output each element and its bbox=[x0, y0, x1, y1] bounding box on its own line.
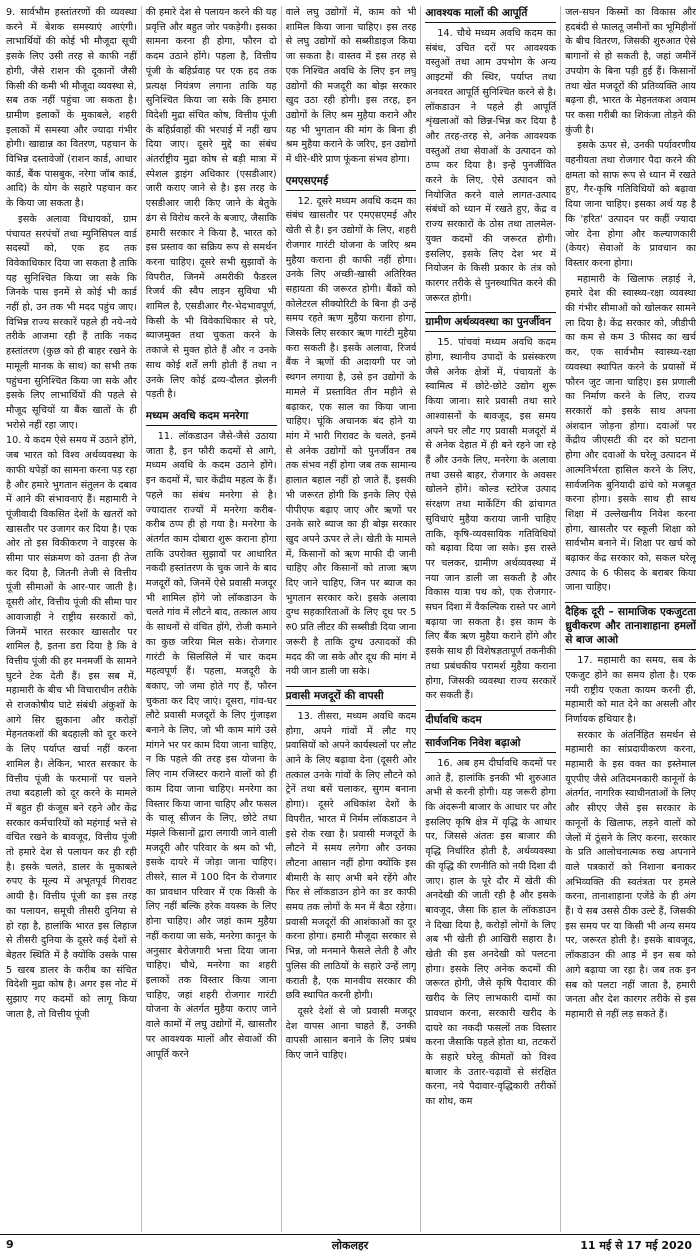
section-heading: एमएसएमई bbox=[286, 174, 417, 191]
column-2 bbox=[146, 6, 277, 1232]
article-columns bbox=[6, 6, 696, 1232]
paragraph: वाले लघु उद्योगों में, काम को भी शामिल किया जाना चाहिए। इस तरह से लघु उद्योगों को सब्सीडाइज किया जा सकता है। वास्तव में इस तरह से एक निश्चित अवधि के लिए इन लघु उद्योगों की मजदूरी का बोझ सरकार खुद उठा रही होगी। इस तरह, इन उद्योगों के लिए श्रम मुहैया कराने और यह भी भुगतान की मांग के बिना ही श्रम मुहैया कराने के जरिए, इन उद्योगों में धीरे-धीरे प्राण फूंकना संभव होगा। bbox=[285, 7, 417, 166]
section-heading: ग्रामीण अर्थव्यवस्था का पुनर्जीवन bbox=[425, 312, 556, 332]
section-heading: आवश्यक मालों की आपूर्ति bbox=[425, 6, 556, 23]
page-footer bbox=[0, 1234, 700, 1255]
section-subheading: सार्वजनिक निवेश बढ़ाओ bbox=[425, 736, 556, 753]
paragraph: 10. ये कदम ऐसे समय में उठाने होंगे, जब भारत को विश्व अर्थव्यवस्था के काफी थपेड़ों का सामना करना पड़ रहा है और हमारे भुगतान संतुलन के दबाव में आने की संभावनाएं हैं। महामारी ने पूंजीवादी विकसित देशों के खतरों को खासतौर पर उजागर कर दिया है। एक ओर तो इस विकीकरण ने वाइरस के सीमा पार संक्रमण को उतना ही तेज कर दिया है, जितनी तेजी से वित्तीय पूंजी सीमाओं के आर-पार जाती है। दूसरी ओर, वित्तीय पूंजी की सीमा पार आवाजाही ने राष्ट्रीय सरकारों को, जिनमें भारत सरकार खासतौर पर शामिल है, इतना डरा दिया है कि वे वित्तीय पूंजी की हर मनमर्जी के सामने घुटने टेक देती हैं। इस सब में, महामारी के बीच भी विचाराधीन तरीके से राजकोषीय घाटे संबंधी अंकुशों के आगे सिर झुकाना और करोड़ों मेहनतकशों की बदहाली को दूर करने के लिए पर्याप्त खर्चा नहीं करना शामिल है। लेकिन, भारत सरकार के वित्तीय पूंजी के फरमानों पर चलने तथा बदहाली को दूर करने के मामले में बहुत ही कंजूस बने रहने और केंद्र सरकार कर्मचारियों को महंगाई भत्ते से वंचित रखने के बावजूद, वित्तीय पूंजी तो हमारे देश से पलायन कर ही रही है। इसके चलते, डालर के मुकाबले रुपए के मूल्य में अभूतपूर्व गिरावट आयी है। वित्तीय पूंजी का इस तरह का पलायन, समूची तीसरी दुनिया से हो रहा है, हालांकि भारत इस लिहाज से तीसरी दुनिया के दूसरे कई देशों से बेहतर स्थिति में है क्योंकि उसके पास 5 खरब डालर के करीब का संचित विदेशी मुद्रा कोष है। अगर इस नोट में सुझाए गए कदमों को लागू किया जाता है, तो वित्तीय पूंजी bbox=[6, 435, 137, 1020]
paragraph: दूसरे देशों से जो प्रवासी मजदूर देश वापस आना चाहते हैं, उनकी वापसी आसान बनाने के लिए प्रबंध किए जाने चाहिए। bbox=[285, 1006, 417, 1062]
issue-date: 11 मई से 17 मई 2020 bbox=[580, 1239, 692, 1252]
section-heading: प्रवासी मजदूरों की वापसी bbox=[286, 686, 417, 706]
section-heading: मध्यम अवधि कदम मनरेगा bbox=[146, 409, 277, 426]
column-5 bbox=[565, 6, 696, 1232]
paragraph: 14. चौथे मध्यम अवधि कदम का संबंध, उचित दरों पर आवश्यक वस्तुओं तथा आम उपभोग के अन्य आइटमों की स्थिर, पर्याप्त तथा अनवरत आपूर्ति सुनिश्चित करने से है। लॉकडाउन ने पहले ही आपूर्ति शृंखलाओं को छिन्न-भिन्न कर दिया है और तरह-तरह से, अनेक आवश्यक वस्तुओं तथा सेवाओं के उत्पादन को ठप्प कर दिया है। इन्हें पुनर्जीवित करने के लिए, ऐसे उत्पादन को नियोजित करने वाले लागत-उत्पाद संबंधों को ध्यान में रखते हुए, केंद्र व राज्य सरकारों के ठोस तथा तालमेल-युक्त कदमों की जरूरत होगी। इसलिए, इसके लिए देश भर में नियोजन के किसी प्रकार के तंत्र को कारगर तरीके से पुनस्र्थापित करने की जरूरत होगी। bbox=[425, 28, 557, 304]
paragraph: महामारी के खिलाफ लड़ाई ने, हमारे देश की स्वास्थ्य-रक्षा व्यवस्था की गंभीर सीमाओं को खोलकर सामने ला दिया है। केंद्र सरकार को, जीडीपी का कम से कम 3 फीसद का खर्च कर, एक सार्वभौम स्वास्थ्य-रक्षा व्यवस्था स्थापित करने के प्रयासों में फौरन जुट जाना चाहिए। इस प्रणाली का निर्माण करने के लिए, राज्य सरकारों को इसके साथ अपना अंशदान जोड़ना होगा। दवाओं पर केंद्रीय जीएसटी की दर को घटाना होगा और दवाओं के घरेलू उत्पादन में आत्मनिर्भरता हासिल करने के लिए, सार्वजनिक बुनियादी ढांचे को मजबूत करना होगा। इसके साथ ही साथ शिक्षा में उल्लेखनीय निवेश करना होगा, खासतौर पर स्कूली शिक्षा को सार्वभौम बनाने में। शिक्षा पर खर्च को बढ़ाकर केंद्र सरकार को, सकल घरेलू उत्पाद के 6 फीसद के बराबर किया जाना चाहिए। bbox=[565, 273, 696, 594]
column-3 bbox=[286, 6, 417, 1232]
publication-name: लोकलहर bbox=[331, 1239, 369, 1252]
column-divider bbox=[560, 6, 561, 1232]
column-4 bbox=[425, 6, 556, 1232]
paragraph: 11. लॉकडाउन जैसे-जैसे उठाया जाता है, इन फौरी कदमों से आगे, मध्यम अवधि के कदम उठाने होंगे। इन कदमों में, चार केंद्रीय महत्व के हैं। पहले का संबंध मनरेगा से है। ज्यादातर राज्यों में मनरेगा करीब-करीब ठप्प ही हो गया है। मनरेगा के अंतर्गत काम दोबारा शुरू कराना होगा ताकि उपरोक्त सुझावों पर आधारित नकदी हस्तांतरण के चुक जाने के बाद मजदूरों को, जिनमें ऐसे प्रवासी मजदूर भी शामिल होंगे जो लॉकडाउन के चलते गांव में लौटने बाद, तत्काल आय के साधनों से वंचित होंगे, रोजी कमाने का कुछ जरिया मिल सके। रोजगार गारंटी के सिलसिले में चार कदम महत्वपूर्ण हैं। पहला, मजदूरी के बकाए, जो जमा होते गए हैं, फौरन चुकता कर दिए जाएं। दूसरा, गांव-घर लौटे प्रवासी मजदूरों के लिए गुंजाइश बनाने के लिए, जो भी काम मांगे उसे मांगने भर पर काम दिया जाना चाहिए, न कि पहले की तरह इस योजना के लिए नाम रजिस्टर कराने वालों को ही काम दिया जाना चाहिए। मनरेगा का विस्तार किया जाना चाहिए और फसल के चालू सीजन के लिए, छोटे तथा मंझले किसानों द्वारा लगायी जाने वाली मजदूरी और परिवार के श्रम को भी, इसके दायरे में जोड़ा जाना चाहिए। तीसरे, साल में 100 दिन के रोजगार का प्रावधान परिवार में एक किसी के लिए नहीं बल्कि हरेक वयस्क के लिए होना चाहिए। और जहां काम मुहैया नहीं कराया जा सके, मनरेगा कानून के अनुसार बेरोजगारी भत्ता दिया जाना चाहिए। चौथे, मनरेगा का शहरी इलाकों तक विस्तार किया जाना चाहिए, जहां शहरी रोजगार गारंटी योजना के अंतर्गत मुहैया कराए जाने वाले कामों में लघु उद्योगों में, खासतौर पर आवश्यक मालों और सेवाओं की आपूर्ति करने bbox=[145, 430, 277, 1060]
paragraph: जल-सघन किस्मों का विकास और हदबंदी से फालतू जमीनों का भूमिहीनों के बीच वितरण, जिसकी शुरुआत ऐसे बागानों से हो सकती है, जहां जमीनें उपयोग के बिना पड़ी हुई हैं। किसानों तथा खेत मजदूरों की प्रतिव्यक्ति आय बढ़ना ही, भारत के मेहनतकश अवाम पर कसा गरीबी का शिकंजा तोड़ने की कुंजी है। bbox=[565, 7, 696, 136]
paragraph: 12. दूसरे मध्यम अवधि कदम का संबंध खासतौर पर एमएसएमई और खेती से है। इन उद्योगों के लिए, शहरी रोजगार गारंटी योजना के जरिए श्रम मुहैया कराना ही काफी नहीं होगा। उनके लिए अच्छी-खासी अतिरिक्त सहायता की जरूरत होगी। बैंकों को कोलेटरल सीक्योरिटी के बिना ही उन्हें समय रहते ऋण मुहैया कराना होगा, जिसके लिए सरकार ऋण गारंटी मुहैया करा सकती है। इसके अलावा, रिजर्व बैंक ने ऋणों की अदायगी पर जो स्थगन लगाया है, उसे इन उद्योगों के मामले में प्रस्तावित तीन महीने से बढ़ाकर, एक साल का किया जाना चाहिए। चूंकि अचानक बंद होने या मांग में भारी गिरावट के चलते, इनमें से अनेक उद्योगों को पुनर्जीवन तब तक संभव नहीं होगा जब तक सामान्य हालात बहाल नहीं हो जाते हैं, इसकी भी जरूरत होगी कि इनके लिए ऐसे पीपीएफ बढ़ाए जाए और ऋणों पर उनके सारे ब्याज का ही बोझ सरकार खुद अपने ऊपर ले ले। खेती के मामले में, किसानों को ऋण माफी दी जानी चाहिए और किसानों को ताजा ऋण दिए जाने चाहिए, जिन पर ब्याज का भुगतान सरकार करे। इसके अलावा दुग्ध सहकारिताओं के लिए दूध पर 5 रु0 प्रति लीटर की सब्सीडी दिया जाना जरूरी है ताकि दुग्ध उत्पादकों की मदद की जा सके और दूध की मांग में नयी जान डाली जा सके। bbox=[285, 195, 417, 678]
paragraph: की हमारे देश से पलायन करने की यह प्रवृत्ति और बहुत जोर पकड़ेगी। इसका सामना करना ही होगा, फौरन दो कदम उठाने होंगे। पहला है, वित्तीय पूंजी के बहिर्प्रवाह पर एक हद तक प्रत्यक्ष नियंत्रण लगाना ताकि यह सुनिश्चित किया जा सके कि हमारा विदेशी मुद्रा संचित कोष, वित्तीय पूंजी के बहिर्प्रवाहों की भरपाई में नहीं खप दिया जाए। दूसरे मुद्दे का संबंध अंतर्राष्ट्रीय मुद्रा कोष से बड़ी मात्रा में स्पेशल ड्राइंग अधिकार (एसडीआर) जारी कराए जाने से है। इस तरह के एसडीआर जारी किए जाने के बेतुके ढंग से विरोध करने के बजाए, जैसाकि हमारी सरकार ने किया है, भारत को इस प्रस्ताव का सक्रिय रूप से समर्थन करना चाहिए। दूसरे सभी सुझावों के विपरीत, जिनमें अमरीकी फैडरल रिजर्व की स्वैप लाइन सुविधा भी शामिल है, एसडीआर गैर-भेदभावपूर्ण, किसी के भी विवेकाधिकार से परे, ब्याजमुक्त तथा चुकता करने के तकाजे से मुक्त होते हैं और न उनके साथ कोई शर्तें लगी होती हैं तथा न उनके लिए कोई द्रव्य-दौलत झेलनी पड़ती है। bbox=[145, 7, 277, 401]
column-divider bbox=[420, 6, 421, 1232]
paragraph: इसके अलावा विधायकों, ग्राम पंचायत सरपंचों तथा म्युनिसिपल वार्ड सदस्यों को, एक हद तक विवेकाधिकार दिया जा सकता है ताकि यह सुनिश्चित किया जा सके कि जिनके पास इनमें से कोई भी कार्ड नहीं हो, उन तक भी मदद पहुंच जाए। विभिन्न राज्य सरकारें पहले ही नये-नये तरीके आजमा रही हैं ताकि नकद हस्तांतरण (कुछ को ही बाहर रखने के मामूली मानक के साथ) का सभी तक पहुंचना सुनिश्चित किया जा सके और इसके लिए लाभार्थियों की पहले से मौजूद सूचियों या बैंक खातों के ही भरोसे नहीं रहा जाए। bbox=[6, 213, 137, 431]
column-1 bbox=[6, 6, 137, 1232]
paragraph: 15. पांचवां मध्यम अवधि कदम होगा, स्थानीय उपादों के प्रसंस्करण जैसे अनेक क्षेत्रों में, पंचायतों के स्वामित्व में छोटे-छोटे उद्योग शुरू किया जाना। सारे प्रवासी तथा सारे आश्वासनों के बावजूद, इस समय अपने घर लौट गए प्रवासी मजदूरों में से अनेक देहात में ही बने रहने जा रहे हैं और उनके लिए, मनरेगा के अलावा तथा उससे बाहर, रोजगार के अवसर खोलने होंगे। कोल्ड स्टोरेज उत्पाद संरक्षण तथा मार्केटिंग की ढांचागत सुविधाएं मुहैया कराया जानी चाहिए ताकि, कृषि-व्यवसायिक गतिविधियों को बढ़ावा दिया जा सके। इस रास्ते पर चलकर, ग्रामीण अर्थव्यवस्था में नया जान डाली जा सकती है और विकास यात्रा पथ को, एक रोजगार-सघन दिशा में वैकल्पिक रास्ते पर आगे बढ़ाया जा सकता है। इस काम के लिए बैंक ऋण मुहैया कराने होंगे और इसके साथ ही विशेषज्ञतापूर्ण तकनीकी तथा प्रबंधकीय परामर्श मुहैया कराना होगा, जिसकी व्यवस्था राज्य सरकारें कर सकती हैं। bbox=[425, 337, 557, 702]
paragraph: सरकार के अंतर्निहित समर्थन से महामारी का सांप्रदायीकरण करना, महामारी के इस वक्त का इस्तेमाल यूएपीए जैसे अतिदमनकारी कानूनों के अंतर्गत, नागरिक स्वाधीनताओं के लिए और सीएए जैसे इस सरकार के कानूनों के खिलाफ, लड़ने वालों को जेलों में ठूंसने के लिए करना, सरकार के प्रति आलोचनात्मक रुख अपनाने वाले पत्रकारों को निशाना बनाकर अभिव्यक्ति की स्वतंत्रता पर हमले करना, तानाशाहाना एजेंडे के ही अंग हैं। ये सब उससे ठीक उल्टे हैं, जिसकी इस समय पर या किसी भी अन्य समय पर, जरूरत होती है। इसके बावजूद, लॉकडाउन की आड़ में इन सब को आगे बढ़ाया जा रहा है। जब तक इन सब को पलटा नहीं जाता है, हमारी जनता और देश कारगर तरीके से इस महामारी से नहीं लड़ सकते हैं। bbox=[565, 729, 696, 1020]
section-heading: दैहिक दूरी – सामाजिक एकजुटता ध्रुवीकरण और तानाशाहाना हमलों से बाज आओ bbox=[565, 602, 696, 650]
column-divider bbox=[281, 6, 282, 1232]
paragraph: 16. अब हम दीर्घावधि कदमों पर आते हैं, हालांकि इनकी भी शुरुआत अभी से करनी होगी। यह जरूरी होगा कि अंदरूनी बाजार के आधार पर और इसलिए कृषि क्षेत्र में वृद्धि के आधार पर, जिससे अंततः इस बाजार की वृद्धि निर्धारित होती है, अर्थव्यवस्था की वृद्धि की रणनीति को नयी दिशा दी जाए। हाल के पूरे दौर में खेती की अनदेखी की जाती रही है और इसके बावजूद, जैसा कि हाल के लॉकडाउन ने दिखा दिया है, करोड़ों लोगों के लिए अब भी खेती ही आखिरी सहारा है। खेती की इस अनदेखी को पलटना होगा। इसके लिए अनेक कदमों की जरूरत होगी, जैसे कृषि पैदावार की खरीद के लिए लाभकारी दामों का प्रावधान करना, सरकारी खरीद के दायरे का नकदी फसलों तक विस्तार करना जैसाकि पहले होता था, तटकरों के सहारे घरेलू कीमतों को विश्व बाजार के उतार-चढ़ावों से संरक्षित करना, नये पैदावार-वृद्धिकारी तरीकों का शोध, कम bbox=[425, 757, 557, 1108]
paragraph: इसके ऊपर से, उनकी पर्यावरणीय वहनीयता तथा रोजगार पैदा करने की क्षमता को साफ रूप से ध्यान में रखते हुए, गैर-कृषि गतिविधियों को बढ़ावा दिया जाना चाहिए। इसका अर्थ यह है कि 'हरित' उत्पादन पर कहीं ज्यादा जोर देना होगा और कल्याणकारी (केयर) सेवाओं के प्रावधान का विस्तार करना होगा। bbox=[565, 140, 696, 269]
column-divider bbox=[141, 6, 142, 1232]
paragraph: 13. तीसरा, मध्यम अवधि कदम होगा, अपने गांवों में लौट गए प्रवासियों को अपने कार्यस्थलों पर लौट आने के लिए बढ़ावा देना (दूसरी ओर तत्काल उनके गांवों के लिए लौटने को ट्रेनें तथा बसें चलाकर, सुगम बनाना होगा)। दूसरे अधिकांश देशों के विपरीत, भारत में निर्मम लॉकडाउन ने इसे रोक रखा है। प्रवासी मजदूरों के लौटने में समय लगेगा और उनका लौटना आसान नहीं होगा क्योंकि इस बीमारी के साए अभी बने रहेंगे और फिर से लॉकडाउन होने का डर काफी समय तक लोगों के मन में बैठा रहेगा। प्रवासी मजदूरों की आशंकाओं का दूर करना होगा। हमारी मौजूदा सरकार से भिन्न, जो मनमाने फैसले लेती है और पुलिस की लाठियों के सहारे उन्हें लागू कराती है, एक मानवीय सरकार की छवि स्थापित करनी होगी। bbox=[285, 710, 417, 1002]
page-number: 9 bbox=[6, 1238, 14, 1251]
paragraph: 17. महामारी का समय, सब के एकजुट होने का समय होता है। एक नयी राष्ट्रीय एकता कायम करनी ही, महामारी को मात देने का असली और निर्णायक हथियार है। bbox=[565, 655, 696, 725]
paragraph: 9. सार्वभौम हस्तांतरणों की व्यवस्था करने में बेशक समस्याएं आएंगी। लाभार्थियों की कोई भी मौजूदा सूची इसके लिए उसी तरह से काफी नहीं होगी, जैसे राशन की दूकानों जैसी किसी की कमी भी मौजूदा व्यवस्था से, सब तक नहीं पहुंचा जा सकता है। ग्रामीण इलाकों के मुकाबले, शहरी इलाकों में समस्या और ज्यादा गंभीर होगी। खाद्यान्न का वितरण, पहचान के विभिन्न दस्तावेजों (राशन कार्ड, आधार कार्ड, बैंक पासबुक, नरेगा जॉब कार्ड, आदि) के योग के सहारे पहचान कर के किया जा सकता है। bbox=[6, 7, 137, 210]
section-heading: दीर्घावधि कदम bbox=[425, 710, 556, 730]
